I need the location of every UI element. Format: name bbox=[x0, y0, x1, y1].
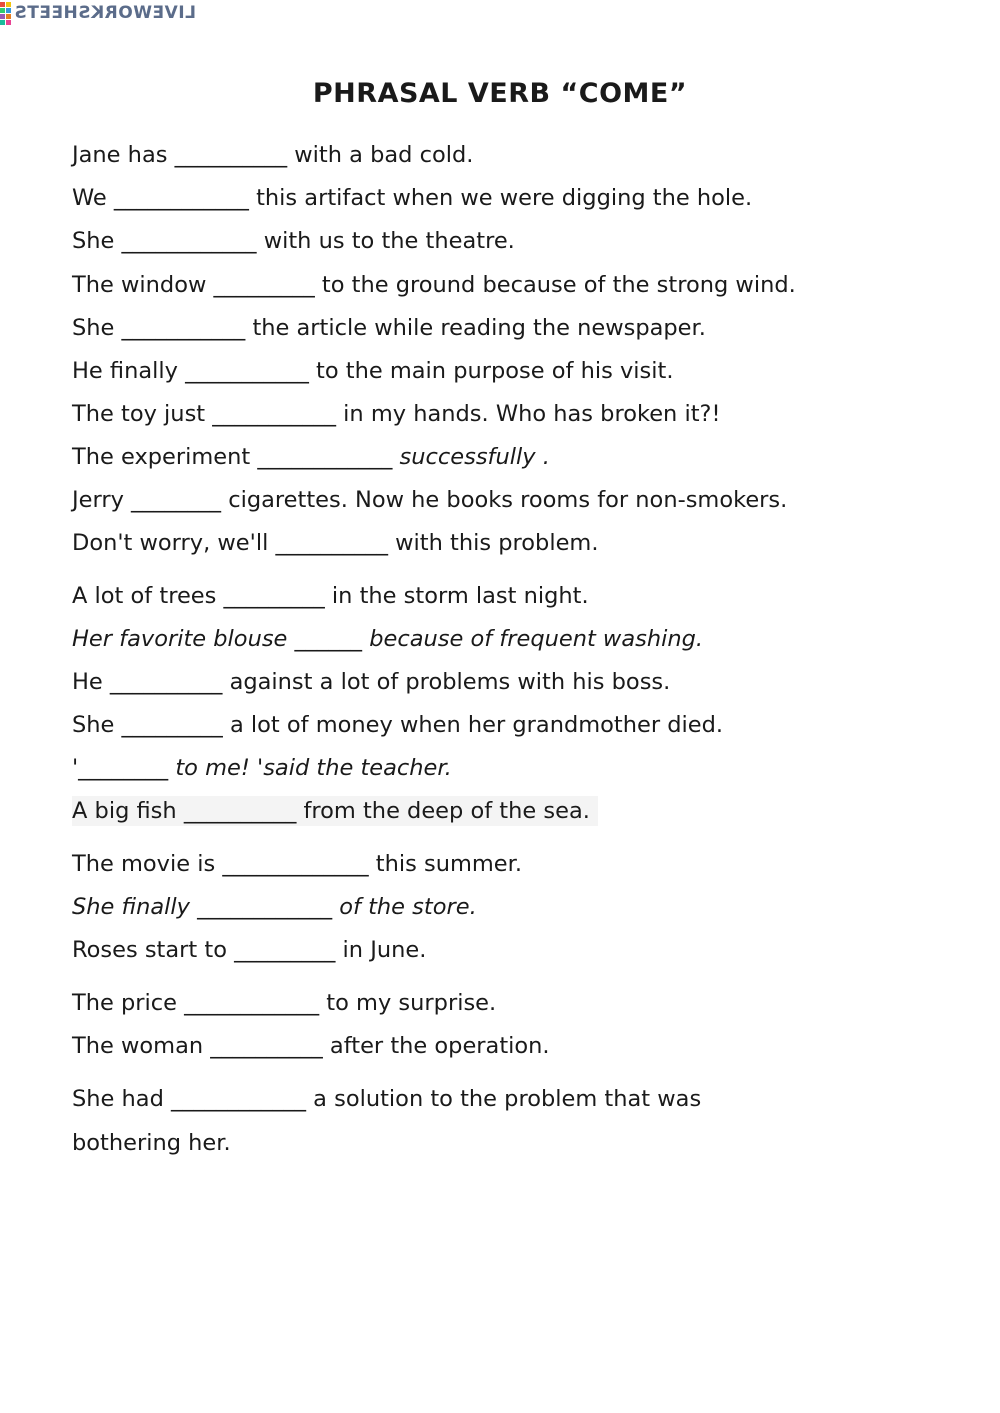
sentence-18-italic: of the store. bbox=[332, 894, 477, 920]
sentence-3: She ____________ with us to the theatre. bbox=[72, 228, 515, 254]
sentence-8-italic: successfully . bbox=[399, 444, 550, 470]
sentence-11: A lot of trees _________ in the storm last night. bbox=[72, 583, 589, 609]
sentence-15-text: '________ bbox=[72, 755, 176, 781]
sentence-13: He __________ against a lot of problems with his boss. bbox=[72, 669, 671, 695]
sentence-10: Don't worry, we'll __________ with this problem. bbox=[72, 530, 599, 556]
sentence-15 bbox=[72, 753, 452, 783]
sentence-22: She had ____________ a solution to the problem that was bbox=[72, 1086, 702, 1112]
sentence-17: The movie is _____________ this summer. bbox=[72, 851, 522, 877]
sentence-7: The toy just ___________ in my hands. Who has broken it?! bbox=[72, 401, 721, 427]
sentence-21: The woman __________ after the operation. bbox=[72, 1033, 550, 1059]
logo-grid-icon bbox=[0, 2, 10, 24]
sentence-1: Jane has __________ with a bad cold. bbox=[72, 142, 474, 168]
logo-text: LIVEWORKSHEETS bbox=[14, 3, 196, 23]
sentence-5: She ___________ the article while reading the newspaper. bbox=[72, 315, 706, 341]
sentence-9: Jerry ________ cigarettes. Now he books rooms for non-smokers. bbox=[72, 487, 788, 513]
sentence-16: A big fish __________ from the deep of the sea. bbox=[72, 796, 598, 826]
sentence-18-text: She finally bbox=[72, 894, 198, 920]
liveworksheets-logo bbox=[0, 0, 196, 26]
sentence-18-blank: ____________ bbox=[197, 894, 333, 920]
sentence-8 bbox=[72, 442, 550, 472]
sentence-6: He finally ___________ to the main purpose of his visit. bbox=[72, 358, 674, 384]
sentence-14: She _________ a lot of money when her grandmother died. bbox=[72, 712, 724, 738]
sentence-18 bbox=[72, 892, 477, 922]
sentence-8-text: The experiment ____________ bbox=[72, 444, 400, 470]
sentence-2: We ____________ this artifact when we were digging the hole. bbox=[72, 185, 753, 211]
sentence-4: The window _________ to the ground because of the strong wind. bbox=[72, 272, 796, 298]
sentence-19: Roses start to _________ in June. bbox=[72, 937, 427, 963]
sentence-15-italic: to me! 'said the teacher. bbox=[175, 755, 452, 781]
sentence-12: Her favorite blouse ______ because of frequent washing. bbox=[72, 626, 704, 652]
sentence-20: The price ____________ to my surprise. bbox=[72, 990, 497, 1016]
sentence-23: bothering her. bbox=[72, 1130, 231, 1156]
page-title: PHRASAL VERB “COME” bbox=[312, 78, 688, 109]
